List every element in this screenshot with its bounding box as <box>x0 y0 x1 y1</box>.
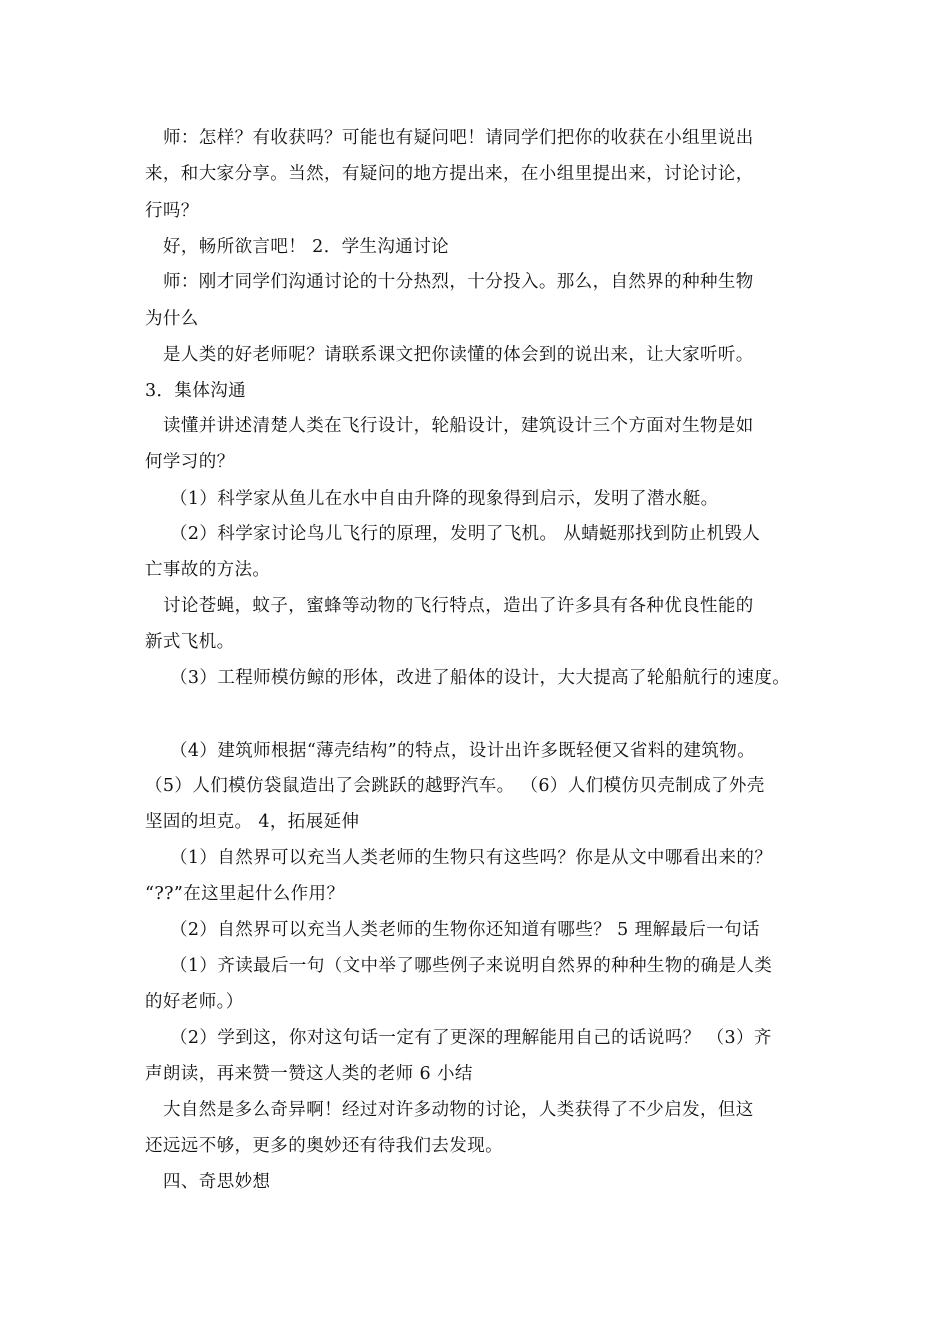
text-line: （4）建筑师根据“薄壳结构”的特点，设计出许多既轻便又省料的建筑物。 <box>170 741 756 761</box>
section-heading: 四、奇思妙想 <box>163 1172 271 1192</box>
text-line: 声朗读，再来赞一赞这人类的老师 6 小结 <box>145 1064 473 1084</box>
text-line: （2）自然界可以充当人类老师的生物你还知道有哪些？ 5 理解最后一句话 <box>170 920 760 940</box>
text-line: 还远远不够，更多的奥妙还有待我们去发现。 <box>145 1136 503 1156</box>
text-line: 亡事故的方法。 <box>145 560 271 580</box>
text-line: （5）人们模仿袋鼠造出了会跳跃的越野汽车。 （6）人们模仿贝壳制成了外壳 <box>145 776 765 796</box>
text-line: （3）工程师模仿鲸的形体，改进了船体的设计，大大提高了轮船航行的速度。 <box>170 668 791 688</box>
text-line: 行吗？ <box>145 201 199 221</box>
text-line: “??”在这里起什么作用？ <box>145 884 345 904</box>
text-line: 好，畅所欲言吧！ 2．学生沟通讨论 <box>163 237 449 257</box>
text-line: 师：怎样？有收获吗？可能也有疑问吧！请同学们把你的收获在小组里说出 <box>163 128 754 148</box>
text-line: 师：刚才同学们沟通讨论的十分热烈，十分投入。那么，自然界的种种生物 <box>163 272 754 292</box>
text-line: （1）自然界可以充当人类老师的生物只有这些吗？你是从文中哪看出来的？ <box>170 848 773 868</box>
text-line: 大自然是多么奇异啊！经过对许多动物的讨论，人类获得了不少启发，但这 <box>163 1100 754 1120</box>
text-line: 来，和大家分享。当然，有疑问的地方提出来，在小组里提出来，讨论讨论， <box>145 164 754 184</box>
text-line: 讨论苍蝇，蚊子，蜜蜂等动物的飞行特点，造出了许多具有各种优良性能的 <box>163 596 754 616</box>
text-line: 的好老师。） <box>145 992 244 1012</box>
section-heading: 3．集体沟通 <box>145 381 247 401</box>
text-line: 新式飞机。 <box>145 632 235 652</box>
text-line: （1）齐读最后一句（文中举了哪些例子来说明自然界的种种生物的确是人类 <box>170 956 773 976</box>
text-line: 读懂并讲述清楚人类在飞行设计，轮船设计，建筑设计三个方面对生物是如 <box>163 416 754 436</box>
text-line: 为什么 <box>145 309 199 329</box>
text-line: （2）科学家讨论鸟儿飞行的原理，发明了飞机。 从蜻蜓那找到防止机毁人 <box>170 524 761 544</box>
text-line: （2）学到这，你对这句话一定有了更深的理解能用自己的话说吗？ （3）齐 <box>170 1028 772 1048</box>
text-line: 坚固的坦克。 4，拓展延伸 <box>145 812 360 832</box>
text-line: 何学习的？ <box>145 452 235 472</box>
text-line: （1）科学家从鱼儿在水中自由升降的现象得到启示，发明了潜水艇。 <box>170 489 719 509</box>
text-line: 是人类的好老师呢？请联系课文把你读懂的体会到的说出来，让大家听听。 <box>163 345 754 365</box>
